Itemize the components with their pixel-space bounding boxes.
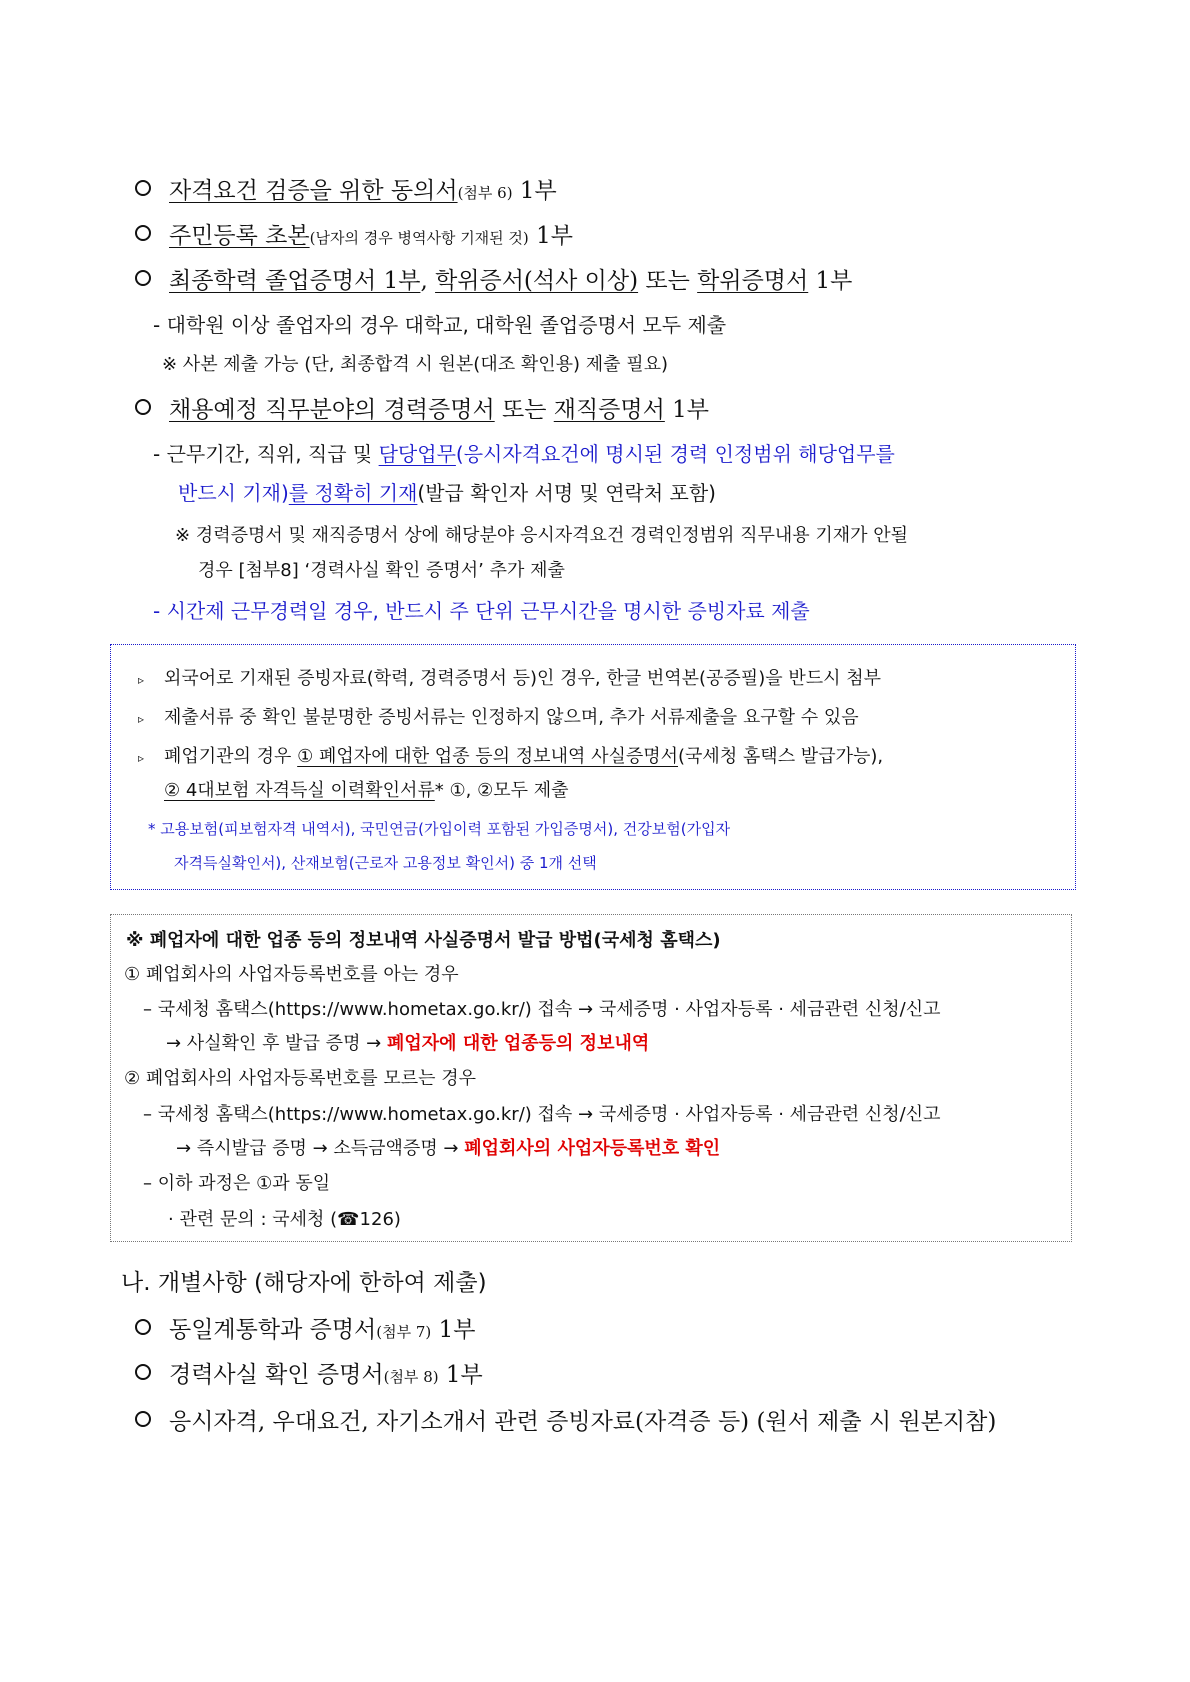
circle-bullet-icon	[135, 1364, 151, 1380]
circle-bullet-icon	[135, 1319, 151, 1335]
notice-foreign-language: ▹ 외국어로 기재된 증빙자료(학력, 경력증명서 등)인 경우, 한글 번역본(공증필)을 반드시 첨부	[138, 668, 881, 689]
part-time-note: - 시간제 근무경력일 경우, 반드시 주 단위 근무시간을 명시한 증빙자료 제출	[153, 599, 810, 623]
notice-insurance-docs: ② 4대보험 자격득실 이력확인서류* ①, ②모두 제출	[164, 780, 569, 801]
item-consent-form: 자격요건 검증을 위한 동의서(첨부 6) 1부	[135, 172, 557, 205]
career-note-line2: 경우 [첨부8] ‘경력사실 확인 증명서’ 추가 제출	[198, 560, 565, 581]
item-career-fact: 경력사실 확인 증명서(첨부 8) 1부	[135, 1356, 483, 1389]
item-same-department: 동일계통학과 증명서(첨부 7) 1부	[135, 1311, 475, 1344]
case1-step2: → 사실확인 후 발급 증명 → 폐업자에 대한 업종등의 정보내역	[166, 1033, 650, 1054]
hometax-title: ※ 폐업자에 대한 업종 등의 정보내역 사실증명서 발급 방법(국세청 홈택스)	[126, 930, 721, 951]
career-detail-line2: 반드시 기재)를 정확히 기재(발급 확인자 서명 및 연락처 포함)	[178, 481, 716, 505]
item-resident-registration: 주민등록 초본(남자의 경우 병역사항 기재된 것) 1부	[135, 217, 573, 250]
case1-step1: – 국세청 홈택스(https://www.hometax.go.kr/) 접속 → 국세증명 · 사업자등록 · 세금관련 신청/신고	[143, 999, 941, 1020]
insurance-note-line1: * 고용보험(피보험자격 내역서), 국민연금(가입이력 포함된 가입증명서), 건강보험(가입자	[148, 820, 731, 838]
case-known-number: ① 폐업회사의 사업자등록번호를 아는 경우	[124, 964, 459, 985]
graduation-sub-note: - 대학원 이상 졸업자의 경우 대학교, 대학원 졸업증명서 모두 제출	[153, 313, 727, 337]
section-na-heading: 나. 개별사항 (해당자에 한하여 제출)	[121, 1270, 487, 1296]
item-career-certificate: 채용예정 직무분야의 경력증명서 또는 재직증명서 1부	[135, 391, 709, 424]
case2-step1: – 국세청 홈택스(https://www.hometax.go.kr/) 접속 → 국세증명 · 사업자등록 · 세금관련 신청/신고	[143, 1104, 941, 1125]
case3-same-process: – 이하 과정은 ①과 동일	[143, 1173, 331, 1194]
career-note-line1: ※ 경력증명서 및 재직증명서 상에 해당분야 응시자격요건 경력인정범위 직무내용 기재가 안될	[175, 525, 909, 546]
circle-bullet-icon	[135, 225, 151, 241]
insurance-note-line2: 자격득실확인서), 산재보험(근로자 고용정보 확인서) 중 1개 선택	[174, 854, 597, 872]
item-graduation-certificate: 최종학력 졸업증명서 1부, 학위증서(석사 이상) 또는 학위증명서 1부	[135, 262, 852, 295]
circle-bullet-icon	[135, 1411, 151, 1427]
copy-note: ※ 사본 제출 가능 (단, 최종합격 시 원본(대조 확인용) 제출 필요)	[162, 354, 669, 375]
career-detail-line1: - 근무기간, 직위, 직급 및 담당업무(응시자격요건에 명시된 경력 인정범위 해당업무를	[153, 442, 895, 466]
circle-bullet-icon	[135, 270, 151, 286]
triangle-bullet-icon: ▹	[138, 751, 145, 765]
inquiry-contact: · 관련 문의 : 국세청 (☎126)	[168, 1209, 401, 1230]
notice-closed-business: ▹ 폐업기관의 경우 ① 폐업자에 대한 업종 등의 정보내역 사실증명서(국세청 홈택스 발급가능),	[138, 746, 884, 767]
notice-unclear-docs: ▹ 제출서류 중 확인 불분명한 증빙서류는 인정하지 않으며, 추가 서류제출을 요구할 수 있음	[138, 707, 859, 728]
circle-bullet-icon	[135, 399, 151, 415]
circle-bullet-icon	[135, 180, 151, 196]
case-unknown-number: ② 폐업회사의 사업자등록번호를 모르는 경우	[124, 1068, 477, 1089]
item-supporting-docs: 응시자격, 우대요건, 자기소개서 관련 증빙자료(자격증 등) (원서 제출 시 원본지참)	[135, 1403, 996, 1436]
triangle-bullet-icon: ▹	[138, 712, 145, 726]
triangle-bullet-icon: ▹	[138, 673, 145, 687]
case2-step2: → 즉시발급 증명 → 소득금액증명 → 폐업회사의 사업자등록번호 확인	[176, 1138, 721, 1159]
